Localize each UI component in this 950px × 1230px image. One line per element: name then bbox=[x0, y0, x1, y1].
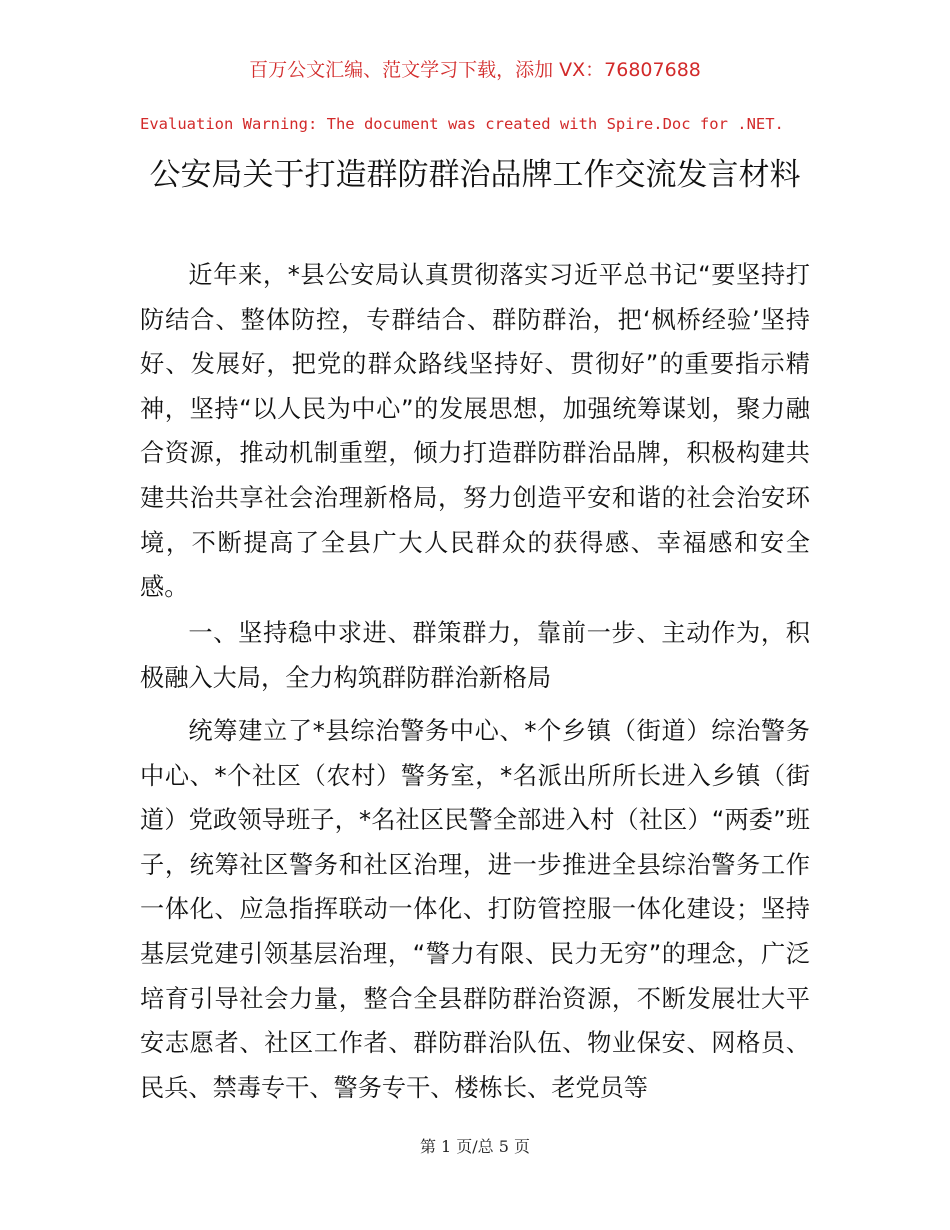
paragraph-section-heading: 一、坚持稳中求进、群策群力，靠前一步、主动作为，积极融入大局，全力构筑群防群治新格局 bbox=[140, 619, 810, 692]
page-number-footer: 第 1 页/总 5 页 bbox=[419, 1137, 531, 1156]
document-title: 公安局关于打造群防群治品牌工作交流发言材料 bbox=[149, 157, 801, 193]
paragraph-intro: 近年来，*县公安局认真贯彻落实习近平总书记“要坚持打防结合、整体防控，专群结合、群防群治，把‘枫桥经验’坚持好、发展好，把党的群众路线坚持好、贯彻好”的重要指示精神，坚持“以人民为中心”的发展思想，加强统筹谋划，聚力融合资源，推动机制重塑，倾力打造群防群治品牌，积极构建共建共治共享社会治理新格局，努力创造平安和谐的社会治安环境，不断提高了全县广大人民群众的获得感、幸福感和安全感。 bbox=[140, 261, 810, 602]
evaluation-warning: Evaluation Warning: The document was created with Spire.Doc for .NET. bbox=[140, 115, 784, 133]
header-ad-text: 百万公文汇编、范文学习下载，添加 VX：76807688 bbox=[249, 59, 701, 81]
paragraph-body: 统筹建立了*县综治警务中心、*个乡镇（街道）综治警务中心、*个社区（农村）警务室，*名派出所所长进入乡镇（街道）党政领导班子，*名社区民警全部进入村（社区）“两委”班子，统筹社区警务和社区治理，进一步推进全县综治警务工作一体化、应急指挥联动一体化、打防管控服一体化建设；坚持基层党建引领基层治理，“警力有限、民力无穷”的理念，广泛培育引导社会力量，整合全县群防群治资源，不断发展壮大平安志愿者、社区工作者、群防群治队伍、物业保安、网格员、民兵、禁毒专干、警务专干、楼栋长、老党员等 bbox=[140, 717, 810, 1102]
